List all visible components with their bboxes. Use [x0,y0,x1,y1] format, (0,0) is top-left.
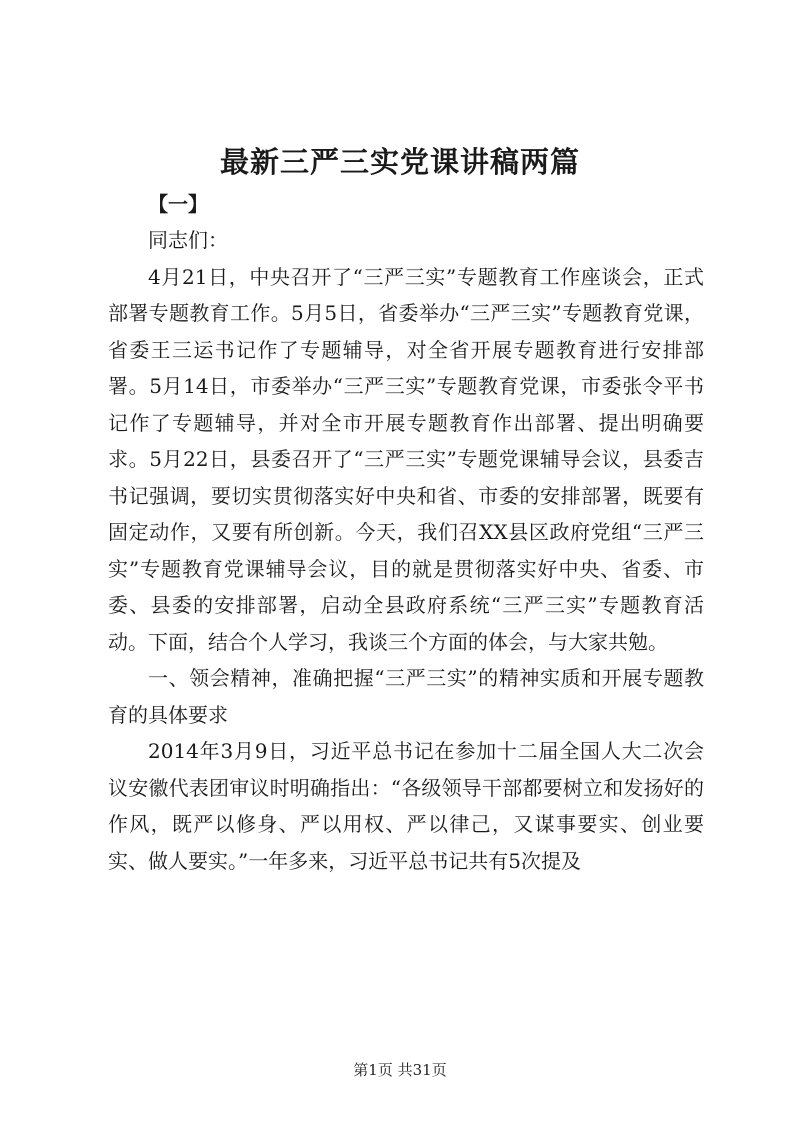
body-paragraph: 4月21日，中央召开了“三严三实”专题教育工作座谈会，正式部署专题教育工作。5月5日，省委举办“三严三实”专题教育党课，省委王三运书记作了专题辅导，对全省开展专题教育进行安排部署。5月14日，市委举办“三严三实”专题教育党课，市委张令平书记作了专题辅导，并对全市开展专题教育作出部署、提出明确要求。5月22日，县委召开了“三严三实”专题党课辅导会议，县委吉书记强调，要切实贯彻落实好中央和省、市委的安排部署，既要有固定动作，又要有所创新。今天，我们召XX县区政府党组“三严三实”专题教育党课辅导会议，目的就是贯彻落实好中央、省委、市委、县委的安排部署，启动全县政府系统“三严三实”专题教育活动。下面，结合个人学习，我谈三个方面的体会，与大家共勉。 [108,264,704,654]
document-body [108,222,704,879]
section-heading-paragraph: 一、领会精神，准确把握“三严三实”的精神实质和开展专题教育的具体要求 [108,666,704,727]
section-marker: 【一】 [148,192,208,216]
salutation-paragraph: 同志们： [148,228,228,252]
document-title: 最新三严三实党课讲稿两篇 [219,145,580,179]
page-footer: 第1页 共31页 [353,1061,447,1079]
body-paragraph: 2014年3月9日，习近平总书记在参加十二届全国人大二次会议安徽代表团审议时明确指出：“各级领导干部都要树立和发扬好的作风，既严以修身、严以用权、严以律己，又谋事要实、创业要实、做人要实。”一年多来，习近平总书记共有5次提及 [108,739,704,873]
